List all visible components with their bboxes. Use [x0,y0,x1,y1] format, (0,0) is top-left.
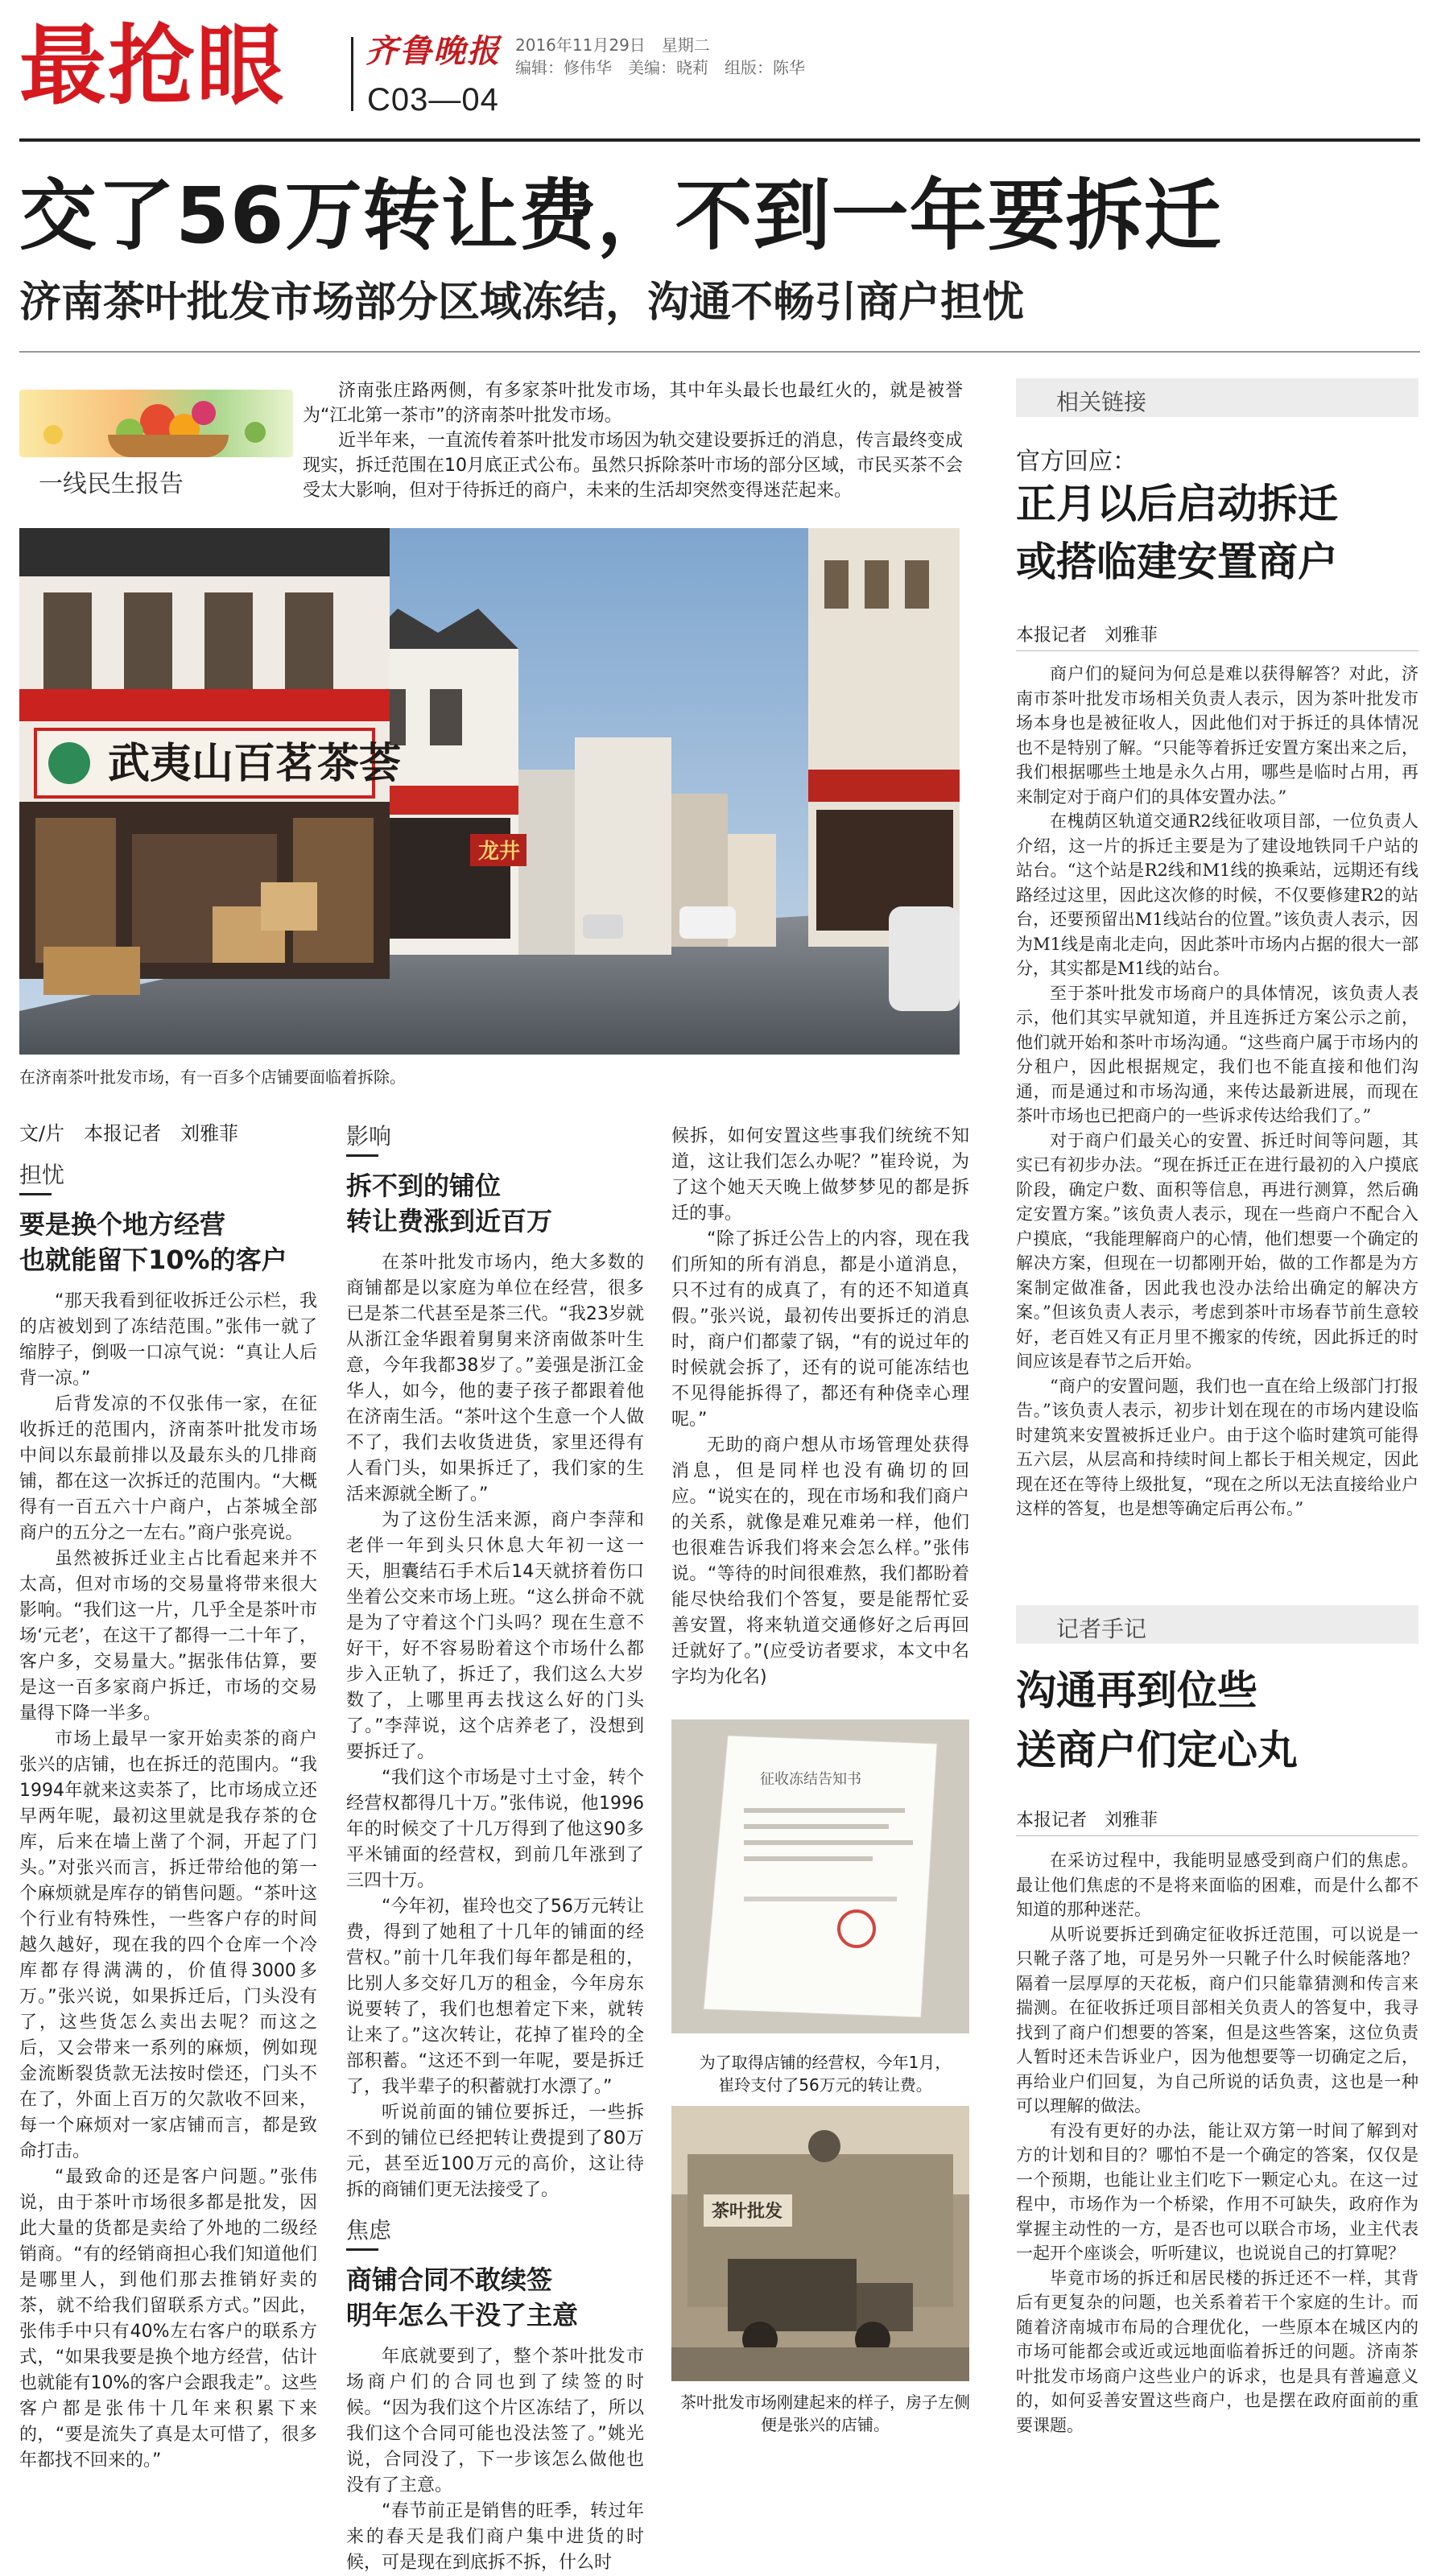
paragraph: 年底就要到了，整个茶叶批发市场商户们的合同也到了续签的时候。“因为我们这个片区冻结了，所以我们这个合同可能也没法签了。”姚光说，合同没了，下一步该怎么做他也没有了主意。 [346,2347,644,2496]
subhead-line: 商铺合同不敢续签 [346,2264,553,2295]
subhead-line: 拆不到的铺位 [346,1170,502,1201]
main-headline: 交了56万转让费，不到一年要拆迁 [19,171,1222,261]
paragraph: “今年初，崔玲也交了56万元转让费，得到了她租了十几年的铺面的经营权。”前十几年我们每年都是租的，比别人多交好几万的租金，今年房东说要转了，我们也想着定下来，就转让来了。”这次转让，花掉了崔玲的全部积蓄。“这还不到一年呢，要是拆迁了，我半辈子的积蓄就打水漂了。” [346,1897,644,2097]
sub-headline: 济南茶叶批发市场部分区域冻结，沟通不畅引商户担忧 [19,279,1025,327]
produce-illustration [19,390,293,457]
historic-market-illustration [671,2106,969,2381]
paragraph: 毕竟市场的拆迁和居民楼的拆迁还不一样，其背后有更复杂的问题，也关系着若干个家庭的生计。而随着济南城市布局的合理优化，一些原本在城区内的市场可能都会或近或远地面临着拆迁的问题。济南茶叶批发市场商户这些业户的诉求，也是具有普遍意义的，如何妥善安置这些商户，也是摆在政府面前的重要课题。 [1016,2268,1418,2435]
subhead-anxiety [346,2262,644,2333]
brand-divider [351,37,353,111]
section-kicker-impact: 影响 [346,1123,392,1150]
header-rule [19,138,1420,142]
paragraph: 在茶叶批发市场内，绝大多数的商铺都是以家庭为单位在经营，很多已是茶二代甚至是茶三代。“我23岁就从浙江金华跟着舅舅来济南做茶叶生意，今年我都38岁了。”姜强是浙江金华人，如今，他的妻子孩子都跟着他在济南生活。“茶叶这个生意一个人做不了，我们去收货进货，家里还得有人看门头，如果拆迁了，我们家的生活来源就全断了。” [346,1253,644,1505]
paragraph: 商户们的疑问为何总是难以获得解答？对此，济南市茶叶批发市场相关负责人表示，因为茶叶批发市场本身也是被征收人，因此他们对于拆迁的具体情况也不是特别了解。“只能等着拆迁安置方案出来之后，我们根据哪些土地是永久占用，哪些是临时占用，再来制定对于商户们的具体安置办法。” [1016,664,1418,807]
subhead-line: 也就能留下10%的客户 [19,1245,287,1275]
paragraph: 后背发凉的不仅张伟一家，在征收拆迁的范围内，济南茶叶批发市场中间以东最前排以及最东头的几排商铺，都在这一次拆迁的范围内。“大概得有一百五六十户商户，占茶城全部商户的五分之一左右。”商户张亮说。 [19,1394,317,1543]
historic-sign: 茶叶批发 [712,2202,783,2222]
column-impact [346,1124,644,2576]
reporter-note-tag [1016,1605,1418,1644]
historic-photo-caption: 茶叶批发市场刚建起来的样子，房子左侧便是张兴的店铺。 [680,2392,970,2434]
paragraph: “我们这个市场是寸土寸金，转个经营权都得几十万。”张伟说，他1996年的时候交了十几万得到了他这90多平米铺面的经营权，到前几年涨到了三四十万。 [346,1768,644,1891]
paragraph: “商户的安置问题，我们也一直在给上级部门打报告。”该负责人表示，初步计划在现在的市场内建设临时建筑来安置被拆迁业户。由于这个临时建筑可能得五六层，从层高和持续时间上都长于相关规定，因此现在还在等待上级批复，“现在之所以无法直接给业户这样的答复，也是想等确定后再公布。” [1016,1376,1418,1518]
contract-title: 征收冻结告知书 [760,1771,861,1788]
section-kicker-anxiety: 焦虑 [346,2217,392,2244]
paragraph: 至于茶叶批发市场商户的具体情况，该负责人表示，他们其实早就知道，并且连拆迁方案公示之前，他们就开始和茶叶市场沟通。“这些商户属于市场内的分租户，因此根据规定，我们也不能直接和他们沟通，而是通过和市场沟通，来传达最新进展，而现在茶叶市场也已把商户的一些诉求传达给我们了。” [1016,983,1418,1125]
sidebar-title-1a: 正月以后启动拆迁 [1016,481,1338,527]
paragraph: 对于商户们最关心的安置、拆迁时间等问题，其实已有初步办法。“现在拆迁正在进行最初的入户摸底阶段，确定户数、面积等信息，再进行测算，然后确定安置方案。”该负责人表示，现在一些商户不配合入户摸底，“我能理解商户的心情，他们想要一个确定的解决方案，但现在一切都刚开始，做的工作都是为方案制定做准备，因此我也没办法给出确定的解决方案。”但该负责人表示，考虑到茶叶市场春节前生意较好，老百姓又有正月里不搬家的传统，因此拆迁的时间应该是春节之后开始。 [1016,1130,1418,1371]
sidebar-rule [1016,1835,1418,1836]
paragraph: 在采访过程中，我能明显感受到商户们的焦虑。最让他们焦虑的不是将来面临的困难，而是什么都不知道的那种迷茫。 [1016,1851,1418,1919]
paragraph: 有没有更好的办法，能让双方第一时间了解到对方的计划和目的？哪怕不是一个确定的答案，仅仅是一个预期，也能让业主们吃下一颗定心丸。在这一过程中，市场作为一个桥梁，作用不可缺失，政府作为掌握主动性的一方，是否也可以联合市场，业主代表一起开个座谈会，听听建议，也说说自己的打算呢？ [1016,2120,1418,2263]
masthead [19,14,1420,127]
article-intro [303,378,963,503]
shop-sign-longjing: 龙井 [478,840,521,864]
intro-paragraph: 近半年来，一直流传着茶叶批发市场因为轨交建设要拆迁的消息，传言最终变成现实，拆迁范围在10月底正式公布。虽然只拆除茶叶市场的部分区域，市民买茶不会受太大影响，但对于待拆迁的商户，未来的生活却突然变得迷茫起来。 [303,431,963,501]
shop-sign-text: 武夷山百茗茶荟 [108,739,402,788]
subhead-line: 明年怎么干没了主意 [346,2300,579,2330]
section-title: 最抢眼 [19,16,286,117]
sidebar-title-1b: 或搭临建安置商户 [1016,539,1338,585]
kicker-rule [19,1193,52,1195]
subhead-worry [19,1207,317,1278]
photo-caption: 在济南茶叶批发市场，有一百多个店铺要面临着拆除。 [19,1067,406,1087]
market-street-scene [19,528,960,1055]
paragraph: 在槐荫区轨道交通R2线征收项目部，一位负责人介绍，这一片的拆迁主要是为了建设地铁同千户站的站台。“这个站是R2线和M1线的换乘站，远期还有线路经过这里，因此这次修的时候，不仅要修建R2的站台，还要预留出M1线站台的位置。”该负责人表示，因为M1线是南北走向，因此茶叶市场内占据的很大一部分，其实都是M1线的站台。 [1016,811,1418,978]
livelihood-report-logo [19,390,293,496]
official-response-kicker: 官方回应： [1016,448,1137,476]
contract-photo [671,1719,969,2033]
livelihood-report-label: 一线民生报告 [39,470,184,498]
related-link-label: 相关链接 [1056,389,1147,415]
official-response-body [1016,662,1418,1521]
reporter-note-body [1016,1848,1418,2438]
subhead-impact [346,1168,644,1239]
reporter-note-label: 记者手记 [1056,1616,1147,1642]
byline: 文/片 本报记者 刘雅菲 [19,1122,239,1145]
sidebar-title-2b: 送商户们定心丸 [1016,1727,1298,1773]
issue-date: 2016年11月29日 星期二 [515,35,710,55]
paragraph: “最致命的还是客户问题。”张伟说，由于茶叶市场很多都是批发，因此大量的货都是卖给了外地的二级经销商。“有的经销商担心我们知道他们是哪里人，到他们那去推销好卖的茶，就不给我们留联系方式。”因此，张伟手中只有40%左右客户的联系方式，“如果我要是换个地方经营，估计也就能有10%的客户会跟我走”。这些客户都是张伟十几年来积累下来的，“要是流失了真是太可惜了，很多年都找不回来的。” [19,2167,317,2471]
headline-rule [19,351,1420,353]
paragraph: 虽然被拆迁业主占比看起来并不太高，但对市场的交易量将带来很大影响。“我们这一片，几乎全是茶叶市场‘元老’，在这干了都得一二十年了，客户多，交易量大。”据张伟估算，要是这一百多家商户拆迁，市场的交易量得下降一半多。 [19,1549,317,1724]
column-worry [19,1121,317,2474]
historic-market-photo [671,2106,969,2381]
paragraph: 为了这份生活来源，商户李萍和老伴一年到头只休息大年初一这一天，胆囊结石手术后14天就挤着伤口坐着公交来市场上班。“这么拼命不就是为了守着这个门头吗？现在生意不好干，好不容易盼着这个市场什么都步入正轨了，拆迁了，我们这么大岁数了，上哪里再去找这么好的门头了。”李萍说，这个店养老了，没想到要拆迁了。 [346,1510,644,1762]
kicker-rule [346,2248,378,2251]
related-link-tag [1016,378,1418,417]
column-continued [671,1124,969,1690]
contract-illustration [671,1719,969,2033]
paragraph: 从听说要拆迁到确定征收拆迁范围，可以说是一只靴子落了地，可是另外一只靴子什么时候能落地？隔着一层厚厚的天花板，商户们只能靠猜测和传言来揣测。在征收拆迁项目部相关负责人的答复中，我寻找到了商户们想要的答案，但是这些答案，这位负责人暂时还未告诉业户，因为他想要等一切确定之后，再给业户们回复，为自己所说的话负责，这也是一种可以理解的做法。 [1016,1924,1418,2116]
paragraph: 听说前面的铺位要拆迁，一些拆不到的铺位已经把转让费提到了80万元，甚至近100万元的高价，这让待拆的商铺们更无法接受了。 [346,2103,644,2200]
paragraph: “那天我看到征收拆迁公示栏，我的店被划到了冻结范围。”张伟一就了缩脖子，倒吸一口凉气说：“真让人后背一凉。” [19,1291,317,1389]
brand-logo: 齐鲁晚报 [365,32,501,70]
page-code: C03—04 [367,82,499,118]
market-street-photo [19,528,960,1055]
paragraph: 候拆，如何安置这些事我们统统不知道，这让我们怎么办呢？”崔玲说，为了这个她天天晚上做梦梦见的都是拆迁的事。 [671,1126,969,1224]
paragraph: “除了拆迁公告上的内容，现在我们所知的所有消息，都是小道消息，只不过有的成真了，有的还不知道真假。”张兴说，最初传出要拆迁的消息时，商户们都蒙了锅，“有的说过年的时候就会拆了，还有的说可能冻结也不见得能拆得了，都还有种侥幸心理呢。” [671,1229,969,1430]
sidebar-byline-1: 本报记者 刘雅菲 [1016,625,1158,646]
sidebar-title-2a: 沟通再到位些 [1016,1667,1257,1714]
paragraph: 市场上最早一家开始卖茶的商户张兴的店铺，也在拆迁的范围内。“我1994年就来这卖茶了，比市场成立还早两年呢，最初这里就是我存茶的仓库，后来在墙上凿了个洞，开起了门头。”对张兴而言，拆迁带给他的第一个麻烦就是库存的销售问题。“茶叶这个行业有特殊性，一些客户存的时间越久越好，现在我的四个仓库一个冷库都存得满满的，价值得3000多万。”张兴说，如果拆迁后，门头没有了，这些货怎么卖出去呢？而这之后，又会带来一系列的麻烦，例如现金流断裂货款无法按时偿还，门头不在了，外面上百万的欠款收不回来，每一个麻烦对一家店铺而言，都是致命打击。 [19,1729,317,2161]
kicker-rule [346,1154,378,1157]
paragraph: “春节前正是销售的旺季，转过年来的春天是我们商户集中进货的时候，可是现在到底拆不拆，什么时 [346,2501,644,2573]
sidebar-byline-2: 本报记者 刘雅菲 [1016,1810,1158,1831]
contract-caption: 为了取得店铺的经营权，今年1月，崔玲支付了56万元的转让费。 [699,2053,952,2095]
intro-paragraph: 济南张庄路两侧，有多家茶叶批发市场，其中年头最长也最红火的，就是被誉为“江北第一茶市”的济南茶叶批发市场。 [303,381,963,426]
sidebar-rule [1016,650,1418,651]
editors-line: 编辑：修伟华 美编：晓莉 组版：陈华 [515,58,805,77]
subhead-line: 转让费涨到近百万 [346,1206,553,1236]
subhead-line: 要是换个地方经营 [19,1209,226,1240]
section-kicker-worry: 担忧 [19,1162,65,1188]
paragraph: 无助的商户想从市场管理处获得消息，但是同样也没有确切的回应。“说实在的，现在市场和我们商户的关系，就像是难兄难弟一样，他们也很难告诉我们将来会怎么样。”张伟说。“等待的时间很难熬，我们都盼着能尽快给我们个答复，要是能帮忙妥善安置，将来轨道交通修好之后再回迁就好了。”(应受访者要求，本文中名字均为化名) [671,1435,969,1687]
